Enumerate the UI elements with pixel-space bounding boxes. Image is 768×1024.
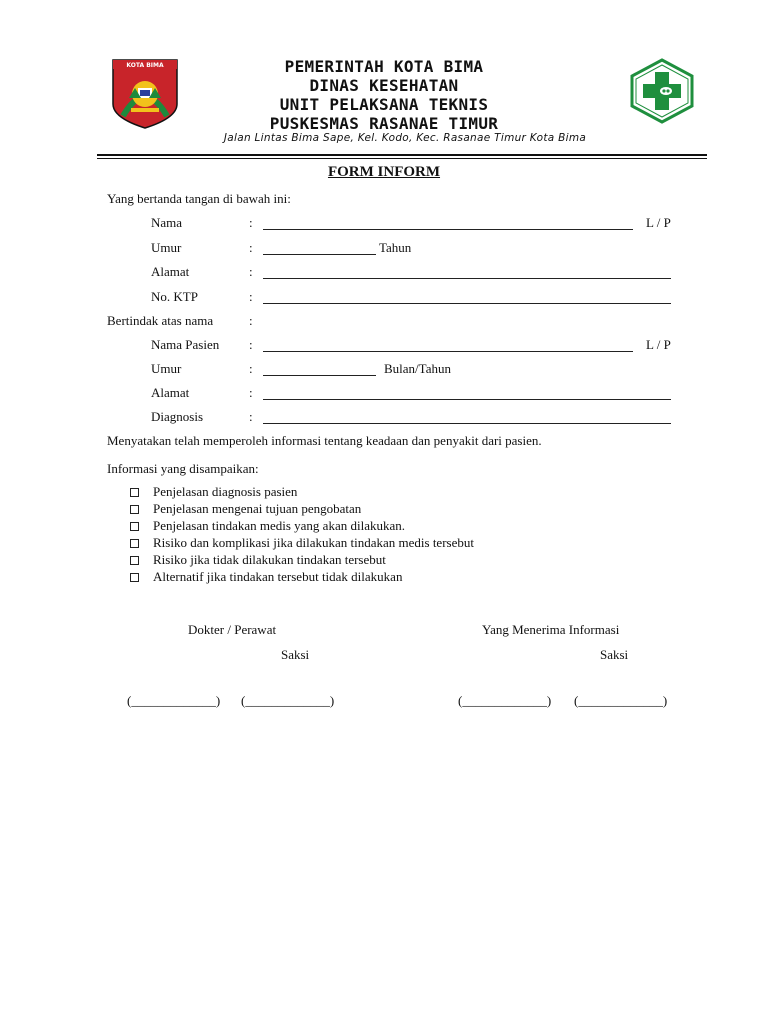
- umur-label: Umur: [151, 240, 182, 255]
- nama-pasien-colon: :: [249, 337, 253, 352]
- umur-unit: Tahun: [379, 240, 412, 255]
- info-item-2: Penjelasan mengenai tujuan pengobatan: [153, 501, 362, 516]
- nama-pasien-gender: L / P: [646, 337, 671, 352]
- statement-text: Menyatakan telah memperoleh informasi tentang keadaan dan penyakit dari pasien.: [107, 433, 542, 448]
- checkbox-item-3[interactable]: [130, 522, 139, 531]
- alamat-field[interactable]: [263, 278, 671, 279]
- alamat-label: Alamat: [151, 264, 190, 279]
- left-logo-text: KOTA BIMA: [126, 62, 164, 69]
- nama-colon: :: [249, 215, 253, 230]
- header-rule-thin: [97, 158, 707, 159]
- umur-pasien-field[interactable]: [263, 375, 376, 376]
- alamat-pasien-colon: :: [249, 385, 253, 400]
- umur-pasien-colon: :: [249, 361, 253, 376]
- checkbox-item-6[interactable]: [130, 573, 139, 582]
- header-address: Jalan Lintas Bima Sape, Kel. Kodo, Kec. Rasanae Timur Kota Bima: [223, 132, 587, 144]
- intro-text: Yang bertanda tangan di bawah ini:: [107, 191, 291, 206]
- diagnosis-colon: :: [249, 409, 253, 424]
- info-item-1: Penjelasan diagnosis pasien: [153, 484, 298, 499]
- header-line-1: PEMERINTAH KOTA BIMA: [284, 57, 484, 76]
- alamat-colon: :: [249, 264, 253, 279]
- ktp-field[interactable]: [263, 303, 671, 304]
- checkbox-item-1[interactable]: [130, 488, 139, 497]
- checkbox-item-4[interactable]: [130, 539, 139, 548]
- on-behalf-label: Bertindak atas nama: [107, 313, 214, 328]
- signature-right-witness: Saksi: [600, 647, 629, 662]
- checkbox-item-5[interactable]: [130, 556, 139, 565]
- nama-gender: L / P: [646, 215, 671, 230]
- diagnosis-label: Diagnosis: [151, 409, 203, 424]
- umur-pasien-label: Umur: [151, 361, 182, 376]
- info-item-5: Risiko jika tidak dilakukan tindakan tersebut: [153, 552, 386, 567]
- signature-slot-recipient[interactable]: (_____________): [458, 693, 552, 708]
- checkbox-item-2[interactable]: [130, 505, 139, 514]
- info-item-4: Risiko dan komplikasi jika dilakukan tindakan medis tersebut: [153, 535, 474, 550]
- umur-field[interactable]: [263, 254, 376, 255]
- header-line-2: DINAS KESEHATAN: [309, 76, 459, 95]
- ktp-label: No. KTP: [151, 289, 198, 304]
- ktp-colon: :: [249, 289, 253, 304]
- header-line-4: PUSKESMAS RASANAE TIMUR: [269, 114, 499, 133]
- signature-slot-right-witness[interactable]: (_____________): [574, 693, 668, 708]
- signature-right-role: Yang Menerima Informasi: [482, 622, 620, 637]
- nama-field[interactable]: [263, 229, 633, 230]
- signature-slot-left-witness[interactable]: (_____________): [241, 693, 335, 708]
- form-title: FORM INFORM: [327, 164, 441, 180]
- signature-left-witness: Saksi: [281, 647, 310, 662]
- signature-slot-doctor[interactable]: (_____________): [127, 693, 221, 708]
- info-item-6: Alternatif jika tindakan tersebut tidak dilakukan: [153, 569, 403, 584]
- info-heading: Informasi yang disampaikan:: [107, 461, 259, 476]
- nama-label: Nama: [151, 215, 183, 230]
- nama-pasien-label: Nama Pasien: [151, 337, 220, 352]
- umur-pasien-unit: Bulan/Tahun: [384, 361, 451, 376]
- signature-left-role: Dokter / Perawat: [188, 622, 277, 637]
- diagnosis-field[interactable]: [263, 423, 671, 424]
- nama-pasien-field[interactable]: [263, 351, 633, 352]
- puskesmas-logo-icon: [628, 58, 696, 124]
- umur-colon: :: [249, 240, 253, 255]
- info-item-3: Penjelasan tindakan medis yang akan dilakukan.: [153, 518, 405, 533]
- header-rule-thick: [97, 154, 707, 156]
- alamat-pasien-label: Alamat: [151, 385, 190, 400]
- on-behalf-colon: :: [249, 313, 253, 328]
- alamat-pasien-field[interactable]: [263, 399, 671, 400]
- header-line-3: UNIT PELAKSANA TEKNIS: [279, 95, 489, 114]
